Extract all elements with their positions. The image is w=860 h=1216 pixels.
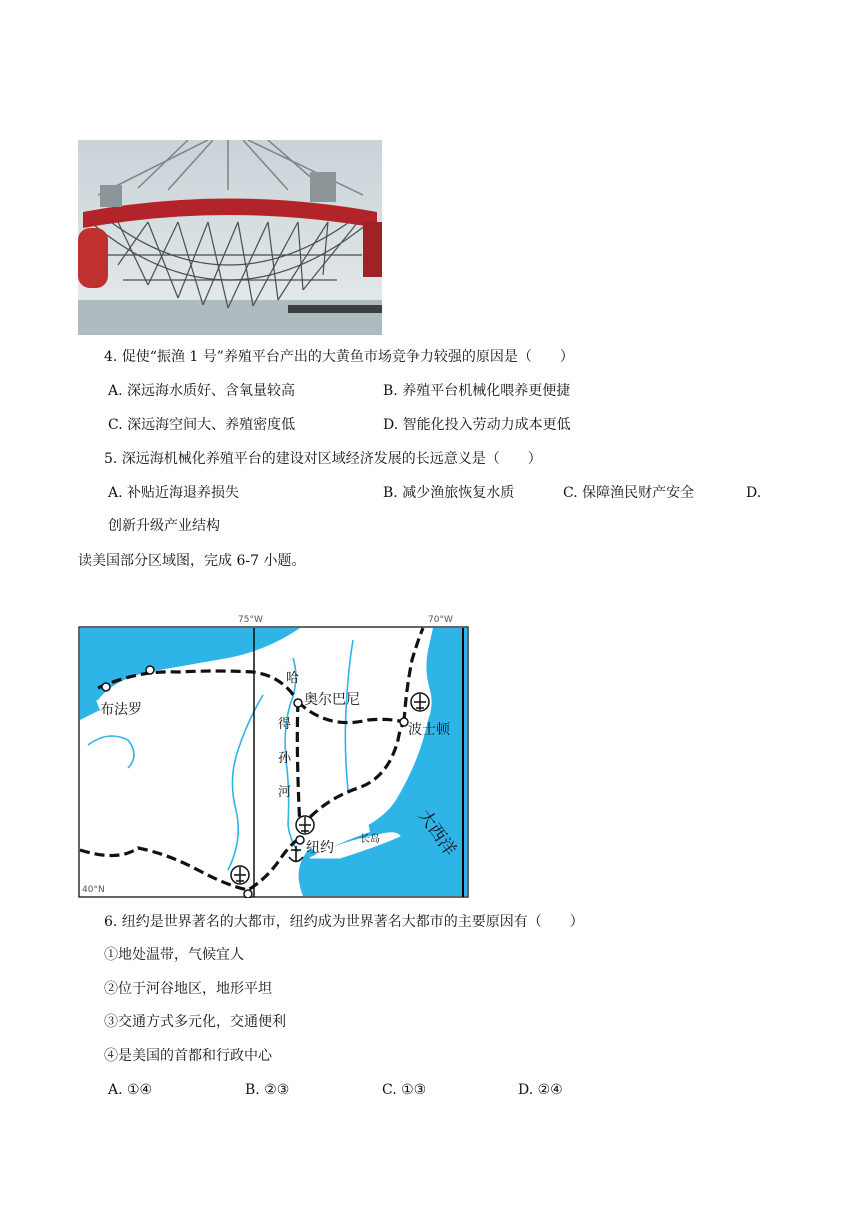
atlantic-label: 大西洋 [413,806,460,860]
q6-option-c: C. ①③ [382,1082,427,1098]
albany-label: 奥尔巴尼 [304,692,360,708]
us-region-map [78,610,470,898]
airport-icon [296,816,314,834]
q4-stem: 4. 促使“振渔 1 号”养殖平台产出的大黄鱼市场竞争力较强的原因是（ ） [104,349,574,365]
q6-item-4: ④是美国的首都和行政中心 [104,1048,272,1064]
map-lon-left-label: 75°W [238,615,263,625]
q6-item-3: ③交通方式多元化，交通便利 [104,1014,286,1030]
map-drawing [78,610,470,898]
river-char-4: 河 [278,785,292,800]
boston-marker [400,718,408,726]
platform-photo [78,140,382,335]
airport-icon [411,693,429,711]
q6-stem: 6. 纽约是世界著名的大都市，纽约成为世界著名大都市的主要原因有（ ） [104,914,584,930]
q5-option-c: C. 保障渔民财产安全 [563,485,695,501]
q5-option-d-continued: 创新升级产业结构 [108,518,220,534]
q6-item-2: ②位于河谷地区，地形平坦 [104,981,272,997]
section-intro: 读美国部分区域图，完成 6-7 小题。 [78,553,306,569]
buffalo-label: 布法罗 [100,702,142,718]
rochester-marker [146,666,154,674]
river-char-1: 哈 [286,671,300,686]
south-marker [244,890,252,898]
q4-option-a: A. 深远海水质好、含氧量较高 [108,383,296,399]
buffalo-marker [102,683,110,691]
q4-option-c: C. 深远海空间大、养殖密度低 [108,417,296,433]
q6-option-a: A. ①④ [108,1082,153,1098]
newyork-marker [296,836,304,844]
platform-photo-drawing [78,140,382,335]
river-char-2: 得 [278,717,292,732]
q6-item-1: ①地处温带，气候宜人 [104,947,244,963]
newyork-label: 纽约 [306,840,334,856]
map-lat-label: 40°N [82,885,105,895]
q5-option-d: D. [746,485,762,501]
airport-icon [231,866,249,884]
boston-label: 波士顿 [408,722,450,738]
river-char-3: 孙 [278,751,292,766]
q5-option-a: A. 补贴近海退养损失 [108,485,240,501]
long-island-label: 长岛 [360,834,380,845]
q4-option-b: B. 养殖平台机械化喂养更便捷 [383,383,571,399]
q4-option-d: D. 智能化投入劳动力成本更低 [383,417,571,433]
albany-marker [294,699,302,707]
map-lon-right-label: 70°W [428,615,453,625]
q5-stem: 5. 深远海机械化养殖平台的建设对区域经济发展的长远意义是（ ） [104,451,542,467]
q6-option-d: D. ②④ [518,1082,563,1098]
q5-option-b: B. 减少渔旅恢复水质 [383,485,515,501]
q6-option-b: B. ②③ [245,1082,290,1098]
